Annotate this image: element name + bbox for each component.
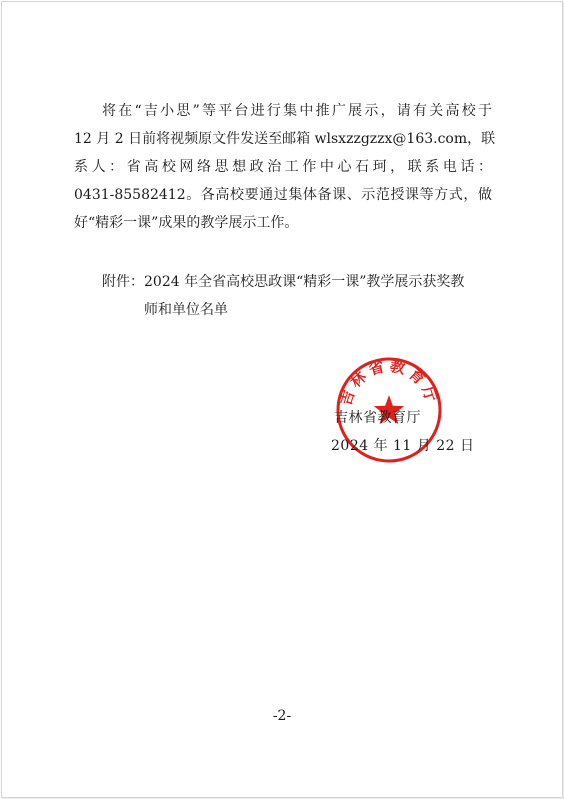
body-line: 12 月 2 日前将视频原文件发送至邮箱 wlsxzzgzzx@163.com，联	[74, 131, 496, 147]
attachment-note	[102, 268, 502, 324]
body-line: 好“精彩一课”成果的教学展示工作。	[74, 215, 299, 231]
attachment-line: 附件：2024 年全省高校思政课“精彩一课”教学展示获奖教	[102, 274, 465, 290]
attachment-line: 师和单位名单	[144, 302, 228, 318]
issue-date: 2024 年 11 月 22 日	[331, 438, 475, 454]
page-number: -2-	[272, 708, 292, 724]
body-line: 系人：省高校网络思想政治工作中心石珂，联系电话：	[74, 159, 492, 175]
body-paragraph	[74, 97, 496, 237]
signature-block	[331, 404, 475, 460]
body-line: 将在“吉小思”等平台进行集中推广展示，请有关高校于	[102, 103, 492, 119]
body-line: 0431-85582412。各高校要通过集体备课、示范授课等方式，做	[74, 187, 492, 203]
seal-text: 吉林省教育厅	[336, 356, 442, 408]
issuer-name: 吉林省教育厅	[334, 410, 421, 426]
